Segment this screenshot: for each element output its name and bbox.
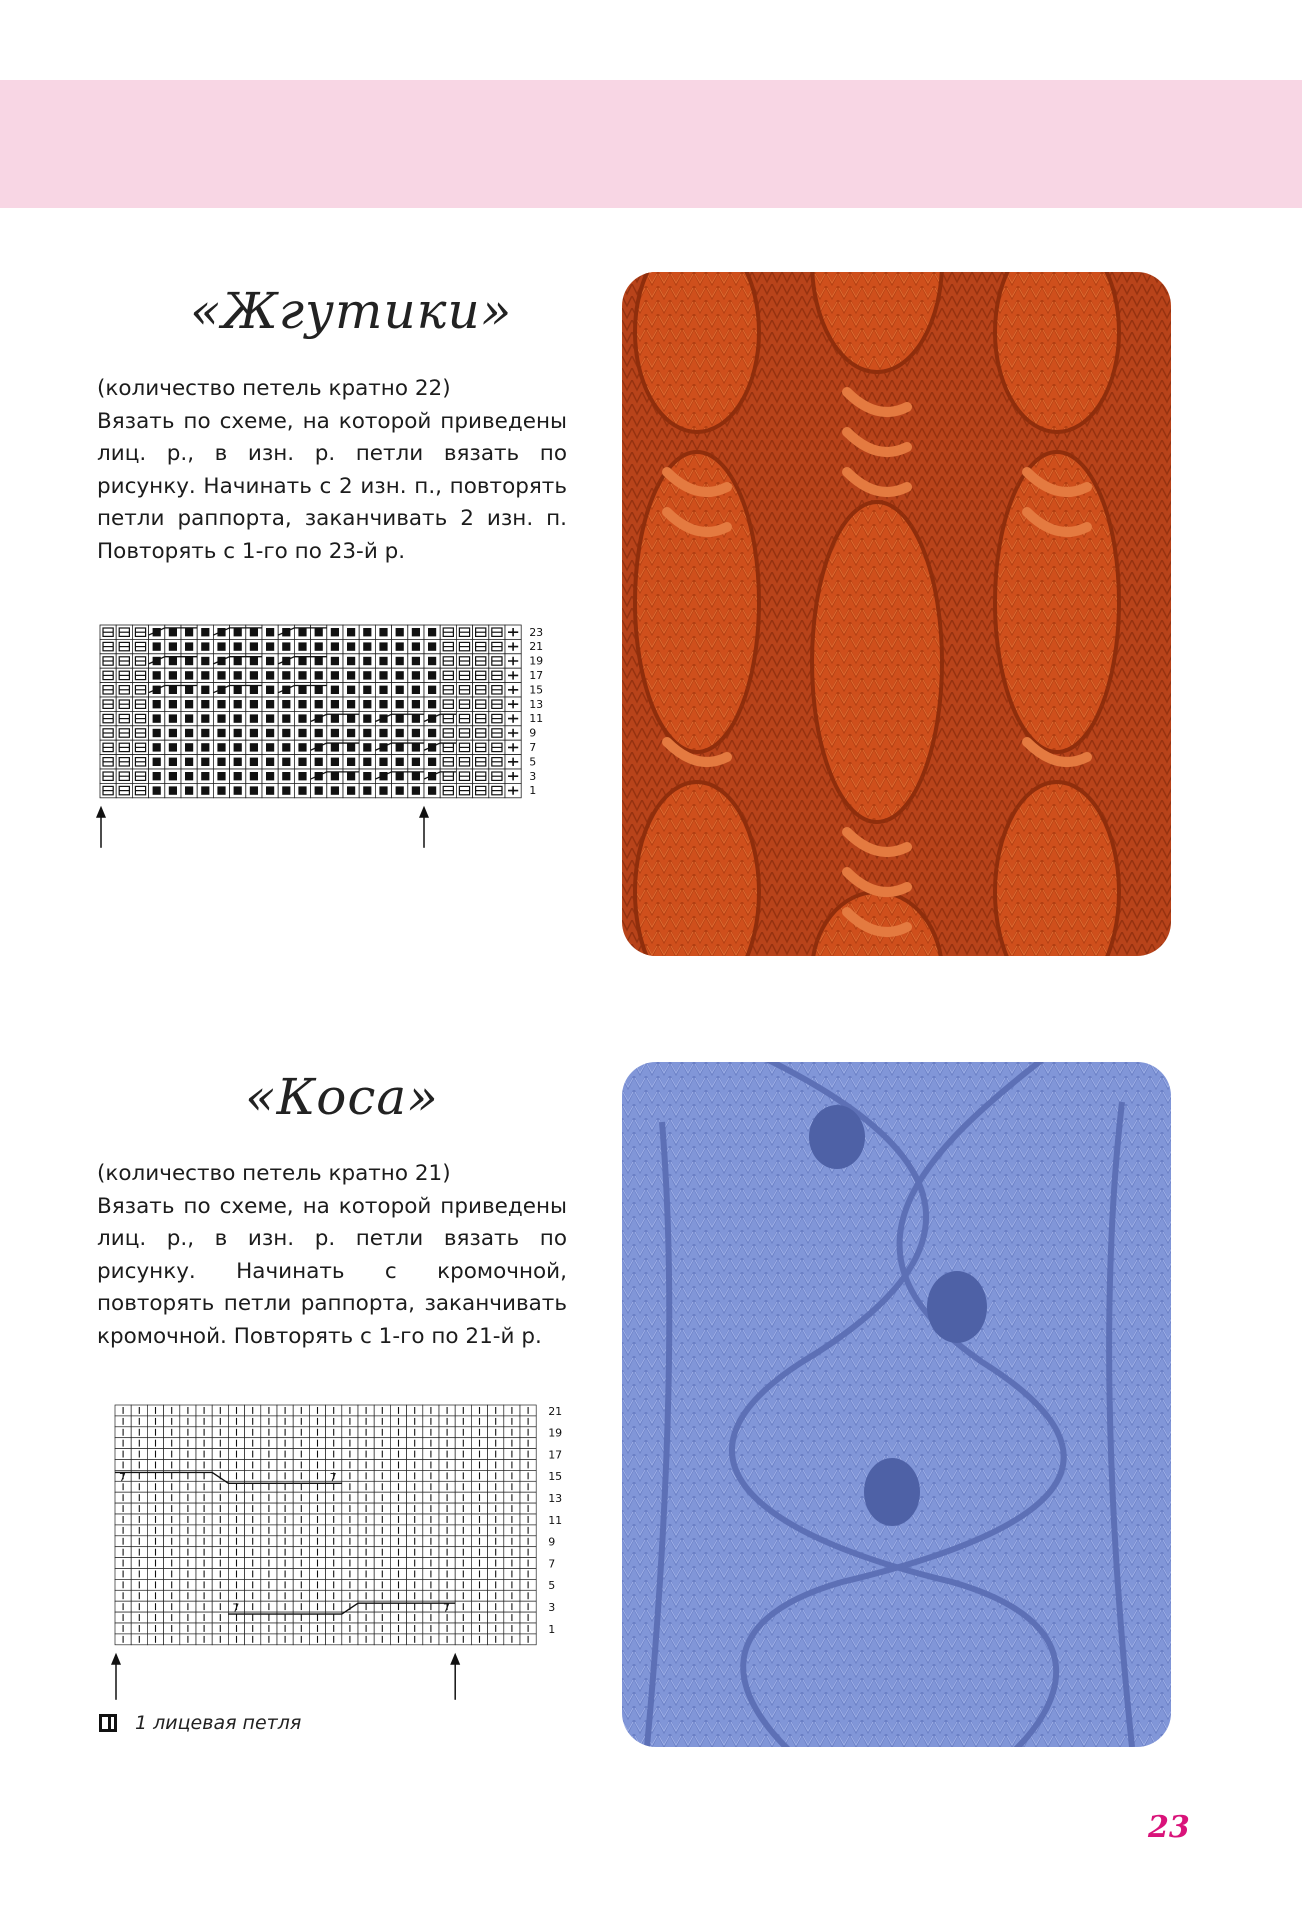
knit-symbol — [412, 628, 420, 636]
knit-symbol — [396, 657, 404, 665]
knit-symbol — [169, 772, 177, 780]
knit-symbol — [250, 758, 258, 766]
knit-symbol — [315, 729, 323, 737]
knit-symbol — [201, 786, 209, 794]
knit-symbol — [331, 700, 339, 708]
knit-symbol — [315, 700, 323, 708]
knit-symbol — [217, 671, 225, 679]
knit-symbol — [234, 714, 242, 722]
knit-symbol — [234, 700, 242, 708]
knit-symbol — [234, 657, 242, 665]
knit-symbol — [169, 786, 177, 794]
knit-symbol — [363, 628, 371, 636]
knit-symbol — [412, 786, 420, 794]
knit-symbol — [234, 642, 242, 650]
knit-symbol — [298, 700, 306, 708]
page-number: 23 — [1148, 1810, 1190, 1845]
knit-symbol — [153, 743, 161, 751]
knit-symbol — [169, 743, 177, 751]
knit-symbol — [266, 786, 274, 794]
knit-symbol — [363, 772, 371, 780]
knit-symbol — [363, 700, 371, 708]
knit-symbol — [363, 671, 371, 679]
row-number: 11 — [548, 1513, 563, 1527]
knit-symbol — [379, 786, 387, 794]
knit-symbol — [331, 743, 339, 751]
repeat-arrow-head — [111, 1653, 121, 1665]
knit-symbol — [396, 786, 404, 794]
knit-symbol — [169, 671, 177, 679]
knit-symbol — [315, 786, 323, 794]
knit-symbol — [363, 729, 371, 737]
knit-symbol — [347, 686, 355, 694]
knit-symbol — [331, 671, 339, 679]
knit-symbol — [331, 786, 339, 794]
knit-symbol — [185, 714, 193, 722]
knit-symbol — [201, 700, 209, 708]
knit-symbol — [363, 657, 371, 665]
knit-symbol — [363, 642, 371, 650]
knit-symbol — [396, 671, 404, 679]
knit-symbol — [315, 628, 323, 636]
knit-symbol — [266, 642, 274, 650]
knit-symbol — [234, 628, 242, 636]
knit-symbol — [298, 657, 306, 665]
knit-symbol — [412, 714, 420, 722]
knit-stitch-icon — [99, 1714, 117, 1732]
knit-symbol — [250, 714, 258, 722]
knit-symbol — [153, 700, 161, 708]
knit-symbol — [234, 671, 242, 679]
knit-symbol — [266, 714, 274, 722]
knit-symbol — [234, 729, 242, 737]
knit-symbol — [153, 772, 161, 780]
knit-symbol — [363, 743, 371, 751]
knit-symbol — [250, 700, 258, 708]
knit-symbol — [379, 642, 387, 650]
stitch-multiple: (количество петель кратно 22) — [97, 376, 451, 401]
knit-symbol — [379, 657, 387, 665]
repeat-arrow-head — [96, 806, 106, 818]
row-number: 21 — [529, 640, 544, 654]
knit-symbol — [250, 642, 258, 650]
knit-symbol — [379, 729, 387, 737]
knit-symbol — [412, 686, 420, 694]
row-number: 19 — [548, 1426, 563, 1440]
knit-symbol — [153, 786, 161, 794]
knit-symbol — [412, 671, 420, 679]
knit-symbol — [428, 729, 436, 737]
knit-symbol — [347, 657, 355, 665]
knit-symbol — [185, 642, 193, 650]
knit-symbol — [217, 743, 225, 751]
knit-symbol — [298, 642, 306, 650]
knit-symbol — [282, 671, 290, 679]
knit-symbol — [331, 628, 339, 636]
knit-symbol — [153, 729, 161, 737]
knit-symbol — [282, 772, 290, 780]
knit-symbol — [282, 758, 290, 766]
knit-symbol — [315, 642, 323, 650]
row-number: 5 — [548, 1579, 556, 1593]
row-number: 7 — [548, 1557, 556, 1571]
row-number: 19 — [529, 654, 544, 668]
knit-symbol — [347, 729, 355, 737]
knit-symbol — [201, 671, 209, 679]
knit-symbol — [412, 758, 420, 766]
knit-symbol — [282, 729, 290, 737]
knit-symbol — [250, 671, 258, 679]
stitch-multiple: (количество петель кратно 21) — [97, 1161, 451, 1186]
knit-symbol — [153, 758, 161, 766]
knit-symbol — [201, 714, 209, 722]
knit-symbol — [153, 714, 161, 722]
knit-symbol — [282, 642, 290, 650]
knit-symbol — [217, 758, 225, 766]
knit-symbol — [201, 642, 209, 650]
knit-symbol — [396, 700, 404, 708]
knit-symbol — [250, 657, 258, 665]
knit-symbol — [153, 671, 161, 679]
repeat-arrow-head — [419, 806, 429, 818]
cross-mark: 7 — [329, 1470, 337, 1484]
knit-symbol — [428, 642, 436, 650]
pattern-description-zhgutiki — [97, 373, 567, 568]
knit-symbol — [201, 628, 209, 636]
knit-symbol — [315, 686, 323, 694]
knit-symbol — [331, 758, 339, 766]
knit-symbol — [282, 786, 290, 794]
row-number: 7 — [529, 741, 537, 754]
knit-symbol — [282, 714, 290, 722]
knit-symbol — [185, 786, 193, 794]
knit-symbol — [396, 772, 404, 780]
knit-symbol — [201, 772, 209, 780]
knit-symbol — [379, 700, 387, 708]
knit-symbol — [169, 729, 177, 737]
header-banner — [0, 80, 1302, 208]
knit-symbol — [217, 772, 225, 780]
chart-legend — [99, 1712, 301, 1734]
knit-symbol — [331, 642, 339, 650]
knit-symbol — [347, 743, 355, 751]
knit-symbol — [217, 642, 225, 650]
knit-symbol — [201, 686, 209, 694]
knit-symbol — [428, 686, 436, 694]
instructions: Вязать по схеме, на которой приведены лиц. р., в изн. р. петли вязать по рисунку. Начинать с 2 изн. п., повторять петли раппорта, заканчивать 2 изн. п. Повторять с 1-го по 23-й р. — [97, 408, 567, 564]
knit-symbol — [347, 786, 355, 794]
legend-label: 1 лицевая петля — [135, 1712, 302, 1734]
knit-symbol — [298, 671, 306, 679]
knit-symbol — [266, 628, 274, 636]
knit-symbol — [298, 686, 306, 694]
knit-symbol — [347, 714, 355, 722]
knit-symbol — [428, 758, 436, 766]
knit-symbol — [347, 758, 355, 766]
photo-kosa-sample — [622, 1062, 1171, 1747]
knitting-chart-kosa — [95, 1395, 595, 1685]
knit-symbol — [298, 772, 306, 780]
knit-symbol — [315, 758, 323, 766]
knit-symbol — [396, 686, 404, 694]
knit-symbol — [347, 772, 355, 780]
knit-symbol — [217, 729, 225, 737]
knit-symbol — [250, 729, 258, 737]
knit-symbol — [250, 772, 258, 780]
row-number: 9 — [529, 726, 537, 740]
knit-symbol — [169, 758, 177, 766]
knit-symbol — [298, 743, 306, 751]
knit-symbol — [282, 743, 290, 751]
knit-symbol — [185, 671, 193, 679]
knit-symbol — [347, 700, 355, 708]
knit-symbol — [217, 714, 225, 722]
cross-mark: 7 — [119, 1470, 126, 1484]
knit-symbol — [347, 642, 355, 650]
knit-symbol — [169, 700, 177, 708]
knit-symbol — [347, 671, 355, 679]
knit-symbol — [396, 729, 404, 737]
row-number: 1 — [529, 784, 537, 798]
knit-symbol — [396, 714, 404, 722]
pattern-title-zhgutiki: «Жгутики» — [190, 282, 513, 340]
row-number: 13 — [548, 1492, 563, 1506]
knit-symbol — [396, 642, 404, 650]
knit-symbol — [234, 686, 242, 694]
knit-symbol — [266, 758, 274, 766]
knit-symbol — [185, 700, 193, 708]
knit-symbol — [298, 786, 306, 794]
row-number: 13 — [529, 697, 544, 711]
knit-symbol — [347, 628, 355, 636]
knit-symbol — [428, 628, 436, 636]
knit-symbol — [185, 729, 193, 737]
row-number: 17 — [548, 1448, 563, 1462]
knit-symbol — [201, 729, 209, 737]
knit-symbol — [315, 657, 323, 665]
knit-symbol — [250, 686, 258, 694]
knit-symbol — [217, 700, 225, 708]
knit-symbol — [396, 758, 404, 766]
knit-symbol — [412, 642, 420, 650]
knit-symbol — [298, 758, 306, 766]
knit-symbol — [234, 772, 242, 780]
cross-mark: 7 — [232, 1601, 240, 1615]
knit-symbol — [379, 686, 387, 694]
knit-symbol — [282, 700, 290, 708]
knit-symbol — [266, 700, 274, 708]
knit-symbol — [412, 700, 420, 708]
knit-symbol — [185, 686, 193, 694]
knit-symbol — [428, 657, 436, 665]
knit-symbol — [169, 686, 177, 694]
knit-symbol — [153, 642, 161, 650]
knit-symbol — [428, 786, 436, 794]
knit-symbol — [379, 628, 387, 636]
knit-symbol — [169, 714, 177, 722]
knit-symbol — [428, 700, 436, 708]
knit-symbol — [266, 671, 274, 679]
knit-symbol — [412, 729, 420, 737]
knit-symbol — [185, 628, 193, 636]
knit-symbol — [396, 628, 404, 636]
knit-symbol — [331, 714, 339, 722]
knit-symbol — [298, 714, 306, 722]
knit-symbol — [234, 786, 242, 794]
row-number: 23 — [529, 625, 544, 639]
row-number: 11 — [529, 712, 544, 726]
knit-symbol — [185, 758, 193, 766]
knit-symbol — [412, 743, 420, 751]
repeat-arrow-head — [450, 1653, 460, 1665]
knit-symbol — [331, 686, 339, 694]
knit-symbol — [185, 743, 193, 751]
pattern-title-kosa: «Коса» — [245, 1068, 439, 1126]
cross-mark: 7 — [443, 1601, 450, 1615]
knit-symbol — [379, 671, 387, 679]
pattern-description-kosa — [97, 1158, 567, 1353]
knit-symbol — [266, 657, 274, 665]
knit-symbol — [201, 743, 209, 751]
knit-symbol — [266, 772, 274, 780]
knit-symbol — [412, 657, 420, 665]
knit-symbol — [169, 642, 177, 650]
knit-symbol — [266, 686, 274, 694]
knit-symbol — [363, 786, 371, 794]
row-number: 9 — [548, 1535, 556, 1549]
knit-symbol — [298, 729, 306, 737]
knit-symbol — [363, 686, 371, 694]
instructions: Вязать по схеме, на которой приведены лиц. р., в изн. р. петли вязать по рисунку. Начинать с кромочной, повторять петли раппорта, заканчивать кромочной. Повторять с 1-го по 21-й р. — [97, 1193, 567, 1349]
row-number: 3 — [548, 1601, 556, 1615]
knit-symbol — [234, 743, 242, 751]
knit-symbol — [250, 786, 258, 794]
knit-symbol — [169, 657, 177, 665]
knit-symbol — [331, 657, 339, 665]
row-number: 15 — [548, 1470, 563, 1484]
knit-symbol — [331, 772, 339, 780]
knit-symbol — [201, 758, 209, 766]
knit-symbol — [250, 743, 258, 751]
knit-symbol — [185, 772, 193, 780]
knit-symbol — [250, 628, 258, 636]
row-number: 15 — [529, 683, 544, 697]
knit-symbol — [266, 729, 274, 737]
knit-symbol — [396, 743, 404, 751]
knit-symbol — [201, 657, 209, 665]
knit-symbol — [315, 671, 323, 679]
knit-symbol — [298, 628, 306, 636]
knit-symbol — [185, 657, 193, 665]
knit-symbol — [363, 758, 371, 766]
knit-symbol — [428, 671, 436, 679]
row-number: 3 — [529, 769, 537, 783]
row-number: 21 — [548, 1404, 563, 1418]
knit-symbol — [363, 714, 371, 722]
row-number: 17 — [529, 669, 544, 682]
knit-symbol — [379, 758, 387, 766]
row-number: 5 — [529, 755, 537, 769]
knit-symbol — [331, 729, 339, 737]
knit-symbol — [234, 758, 242, 766]
knit-symbol — [266, 743, 274, 751]
knitting-chart-zhgutiki — [90, 615, 600, 895]
photo-zhgutiki-sample — [622, 272, 1171, 956]
row-number: 1 — [548, 1622, 556, 1636]
knit-symbol — [217, 786, 225, 794]
knit-symbol — [169, 628, 177, 636]
knit-symbol — [412, 772, 420, 780]
